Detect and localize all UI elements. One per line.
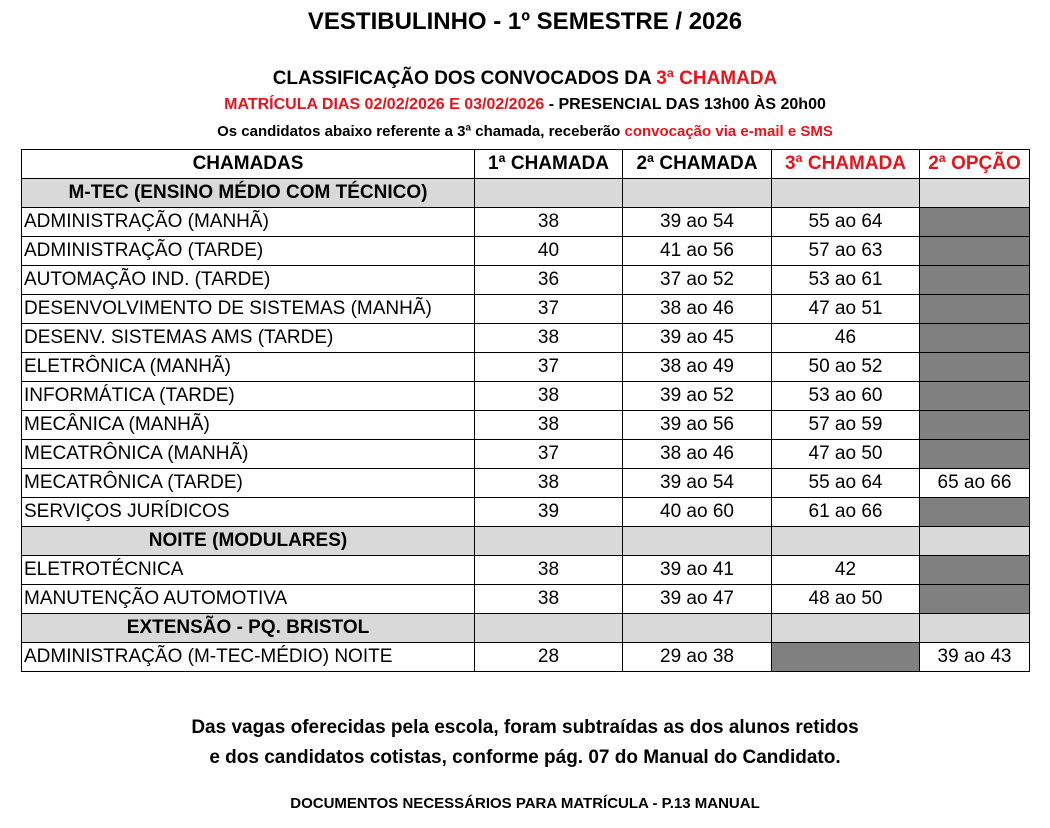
- second-option-cell: [920, 411, 1030, 440]
- header-chamadas: CHAMADAS: [22, 150, 475, 179]
- first-call-cell: 39: [475, 498, 623, 527]
- subtitle-highlight: 3ª CHAMADA: [656, 68, 778, 89]
- first-call-cell: 38: [475, 324, 623, 353]
- schedule-hours: - PRESENCIAL DAS 13h00 ÀS 20h00: [544, 96, 826, 113]
- course-cell: MECÂNICA (MANHÃ): [22, 411, 475, 440]
- section-empty-cell: [623, 614, 772, 643]
- second-option-cell: [920, 556, 1030, 585]
- course-cell: SERVIÇOS JURÍDICOS: [22, 498, 475, 527]
- second-call-cell: 39 ao 52: [623, 382, 772, 411]
- second-option-cell: [920, 498, 1030, 527]
- course-cell: ADMINISTRAÇÃO (TARDE): [22, 237, 475, 266]
- course-cell: ELETROTÉCNICA: [22, 556, 475, 585]
- table-row: [22, 556, 1030, 585]
- course-cell: MECATRÔNICA (MANHÃ): [22, 440, 475, 469]
- course-cell: INFORMÁTICA (TARDE): [22, 382, 475, 411]
- section-row: [22, 527, 1030, 556]
- section-empty-cell: [920, 179, 1030, 208]
- first-call-cell: 38: [475, 469, 623, 498]
- second-option-cell: [920, 440, 1030, 469]
- first-call-cell: 40: [475, 237, 623, 266]
- course-cell: ELETRÔNICA (MANHÃ): [22, 353, 475, 382]
- documents-note: DOCUMENTOS NECESSÁRIOS PARA MATRÍCULA - P.13 MANUAL: [290, 795, 760, 812]
- table-row: [22, 643, 1030, 672]
- table-row: [22, 585, 1030, 614]
- second-option-cell: [920, 208, 1030, 237]
- second-option-cell: [920, 295, 1030, 324]
- section-label: NOITE (MODULARES): [22, 527, 475, 556]
- section-label: EXTENSÃO - PQ. BRISTOL: [22, 614, 475, 643]
- second-call-cell: 39 ao 54: [623, 208, 772, 237]
- notice: [0, 121, 1050, 143]
- third-call-cell: 53 ao 60: [772, 382, 920, 411]
- notice-prefix: Os candidatos abaixo referente a 3ª chamada, receberão: [217, 123, 625, 140]
- header-1a-chamada: 1ª CHAMADA: [475, 150, 623, 179]
- third-call-cell: 42: [772, 556, 920, 585]
- course-cell: MECATRÔNICA (TARDE): [22, 469, 475, 498]
- second-call-cell: 39 ao 47: [623, 585, 772, 614]
- classification-table: [21, 149, 1030, 672]
- table-row: [22, 382, 1030, 411]
- second-call-cell: 38 ao 46: [623, 295, 772, 324]
- table-row: [22, 411, 1030, 440]
- table-row: [22, 237, 1030, 266]
- table-header-row: [22, 150, 1030, 179]
- second-option-cell: [920, 353, 1030, 382]
- section-empty-cell: [475, 179, 623, 208]
- course-cell: AUTOMAÇÃO IND. (TARDE): [22, 266, 475, 295]
- section-empty-cell: [772, 614, 920, 643]
- section-empty-cell: [623, 179, 772, 208]
- section-empty-cell: [475, 614, 623, 643]
- section-empty-cell: [772, 179, 920, 208]
- subtitle: [0, 66, 1050, 92]
- second-call-cell: 38 ao 46: [623, 440, 772, 469]
- second-call-cell: 39 ao 56: [623, 411, 772, 440]
- course-cell: ADMINISTRAÇÃO (M-TEC-MÉDIO) NOITE: [22, 643, 475, 672]
- first-call-cell: 38: [475, 382, 623, 411]
- header-2a-opcao: 2ª OPÇÃO: [920, 150, 1030, 179]
- table-row: [22, 266, 1030, 295]
- third-call-cell: 53 ao 61: [772, 266, 920, 295]
- section-empty-cell: [920, 527, 1030, 556]
- second-call-cell: 29 ao 38: [623, 643, 772, 672]
- table-row: [22, 469, 1030, 498]
- third-call-cell: 47 ao 51: [772, 295, 920, 324]
- third-call-cell: 61 ao 66: [772, 498, 920, 527]
- enrollment-schedule: [0, 94, 1050, 116]
- table-row: [22, 353, 1030, 382]
- table-row: [22, 295, 1030, 324]
- subtitle-prefix: CLASSIFICAÇÃO DOS CONVOCADOS DA: [272, 68, 657, 89]
- vacancy-note-line-2: e dos candidatos cotistas, conforme pág. 07 do Manual do Candidato.: [209, 747, 841, 768]
- first-call-cell: 36: [475, 266, 623, 295]
- table-row: [22, 498, 1030, 527]
- course-cell: MANUTENÇÃO AUTOMOTIVA: [22, 585, 475, 614]
- second-call-cell: 41 ao 56: [623, 237, 772, 266]
- second-option-cell: 39 ao 43: [920, 643, 1030, 672]
- header-3a-chamada: 3ª CHAMADA: [772, 150, 920, 179]
- first-call-cell: 38: [475, 208, 623, 237]
- second-call-cell: 39 ao 54: [623, 469, 772, 498]
- second-option-cell: [920, 324, 1030, 353]
- schedule-dates: MATRÍCULA DIAS 02/02/2026 E 03/02/2026: [224, 96, 545, 113]
- first-call-cell: 38: [475, 585, 623, 614]
- course-cell: ADMINISTRAÇÃO (MANHÃ): [22, 208, 475, 237]
- third-call-cell: [772, 643, 920, 672]
- third-call-cell: 47 ao 50: [772, 440, 920, 469]
- section-empty-cell: [475, 527, 623, 556]
- third-call-cell: 50 ao 52: [772, 353, 920, 382]
- first-call-cell: 38: [475, 556, 623, 585]
- second-call-cell: 39 ao 41: [623, 556, 772, 585]
- notice-highlight: convocação via e-mail e SMS: [624, 123, 833, 140]
- first-call-cell: 38: [475, 411, 623, 440]
- third-call-cell: 48 ao 50: [772, 585, 920, 614]
- course-cell: DESENVOLVIMENTO DE SISTEMAS (MANHÃ): [22, 295, 475, 324]
- section-row: [22, 179, 1030, 208]
- section-label: M-TEC (ENSINO MÉDIO COM TÉCNICO): [22, 179, 475, 208]
- first-call-cell: 37: [475, 353, 623, 382]
- third-call-cell: 46: [772, 324, 920, 353]
- second-call-cell: 38 ao 49: [623, 353, 772, 382]
- vacancy-note-line-1: Das vagas oferecidas pela escola, foram subtraídas as dos alunos retidos: [191, 717, 859, 738]
- second-option-cell: [920, 237, 1030, 266]
- second-option-cell: 65 ao 66: [920, 469, 1030, 498]
- third-call-cell: 57 ao 59: [772, 411, 920, 440]
- header-2a-chamada: 2ª CHAMADA: [623, 150, 772, 179]
- table-row: [22, 324, 1030, 353]
- table-row: [22, 208, 1030, 237]
- second-option-cell: [920, 585, 1030, 614]
- second-option-cell: [920, 382, 1030, 411]
- second-call-cell: 40 ao 60: [623, 498, 772, 527]
- section-empty-cell: [920, 614, 1030, 643]
- second-call-cell: 39 ao 45: [623, 324, 772, 353]
- page-title: VESTIBULINHO - 1º SEMESTRE / 2026: [307, 8, 743, 35]
- first-call-cell: 28: [475, 643, 623, 672]
- section-empty-cell: [772, 527, 920, 556]
- third-call-cell: 57 ao 63: [772, 237, 920, 266]
- third-call-cell: 55 ao 64: [772, 469, 920, 498]
- third-call-cell: 55 ao 64: [772, 208, 920, 237]
- vacancy-note: [0, 713, 1050, 773]
- section-row: [22, 614, 1030, 643]
- first-call-cell: 37: [475, 295, 623, 324]
- course-cell: DESENV. SISTEMAS AMS (TARDE): [22, 324, 475, 353]
- classification-table-body: [22, 150, 1030, 672]
- first-call-cell: 37: [475, 440, 623, 469]
- second-call-cell: 37 ao 52: [623, 266, 772, 295]
- second-option-cell: [920, 266, 1030, 295]
- section-empty-cell: [623, 527, 772, 556]
- table-row: [22, 440, 1030, 469]
